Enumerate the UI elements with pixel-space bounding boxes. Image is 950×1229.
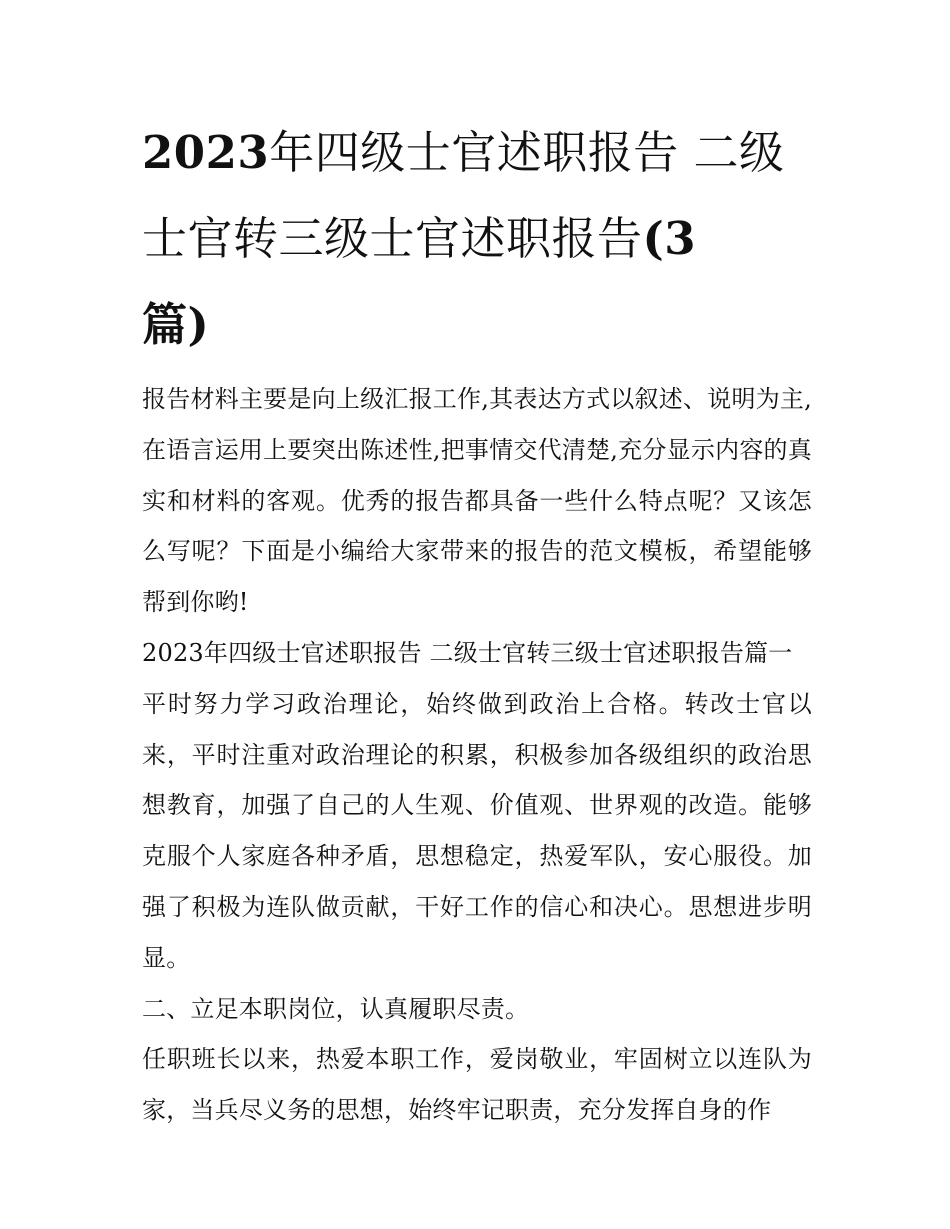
document-title — [142, 110, 812, 368]
intro-paragraph: 报告材料主要是向上级汇报工作,其表达方式以叙述、说明为主,在语言运用上要突出陈述性,把事情交代清楚,充分显示内容的真实和材料的客观。优秀的报告都具备一些什么特点呢？又该怎么写呢？下面是小编给大家带来的报告的范文模板，希望能够帮到你哟! — [142, 385, 812, 617]
document-body — [142, 374, 812, 1136]
body-paragraph: 平时努力学习政治理论，始终做到政治上合格。转改士官以来，平时注重对政治理论的积累，积极参加各级组织的政治思想教育，加强了自己的人生观、价值观、世界观的改造。能够克服个人家庭各种矛盾，思想稳定，热爱军队，安心服役。加强了积极为连队做贡献，干好工作的信心和决心。思想进步明显。 — [142, 689, 812, 972]
title-count-open: (3 — [642, 212, 697, 265]
title-count-close: 篇) — [142, 298, 210, 351]
body-paragraph: 任职班长以来，热爱本职工作，爱岗敬业，牢固树立以连队为家，当兵尽义务的思想，始终牢记职责，充分发挥自身的作 — [142, 1045, 812, 1125]
section-heading: 2023年四级士官述职报告 二级士官转三级士官述职报告篇一 — [142, 638, 793, 667]
title-year: 2023 — [142, 126, 270, 179]
subsection-heading: 二、立足本职岗位，认真履职尽责。 — [142, 994, 530, 1023]
document-page — [142, 110, 812, 1136]
title-text: 年四级士官述职报告 二级士官转三级士官述职报告 — [142, 126, 785, 265]
